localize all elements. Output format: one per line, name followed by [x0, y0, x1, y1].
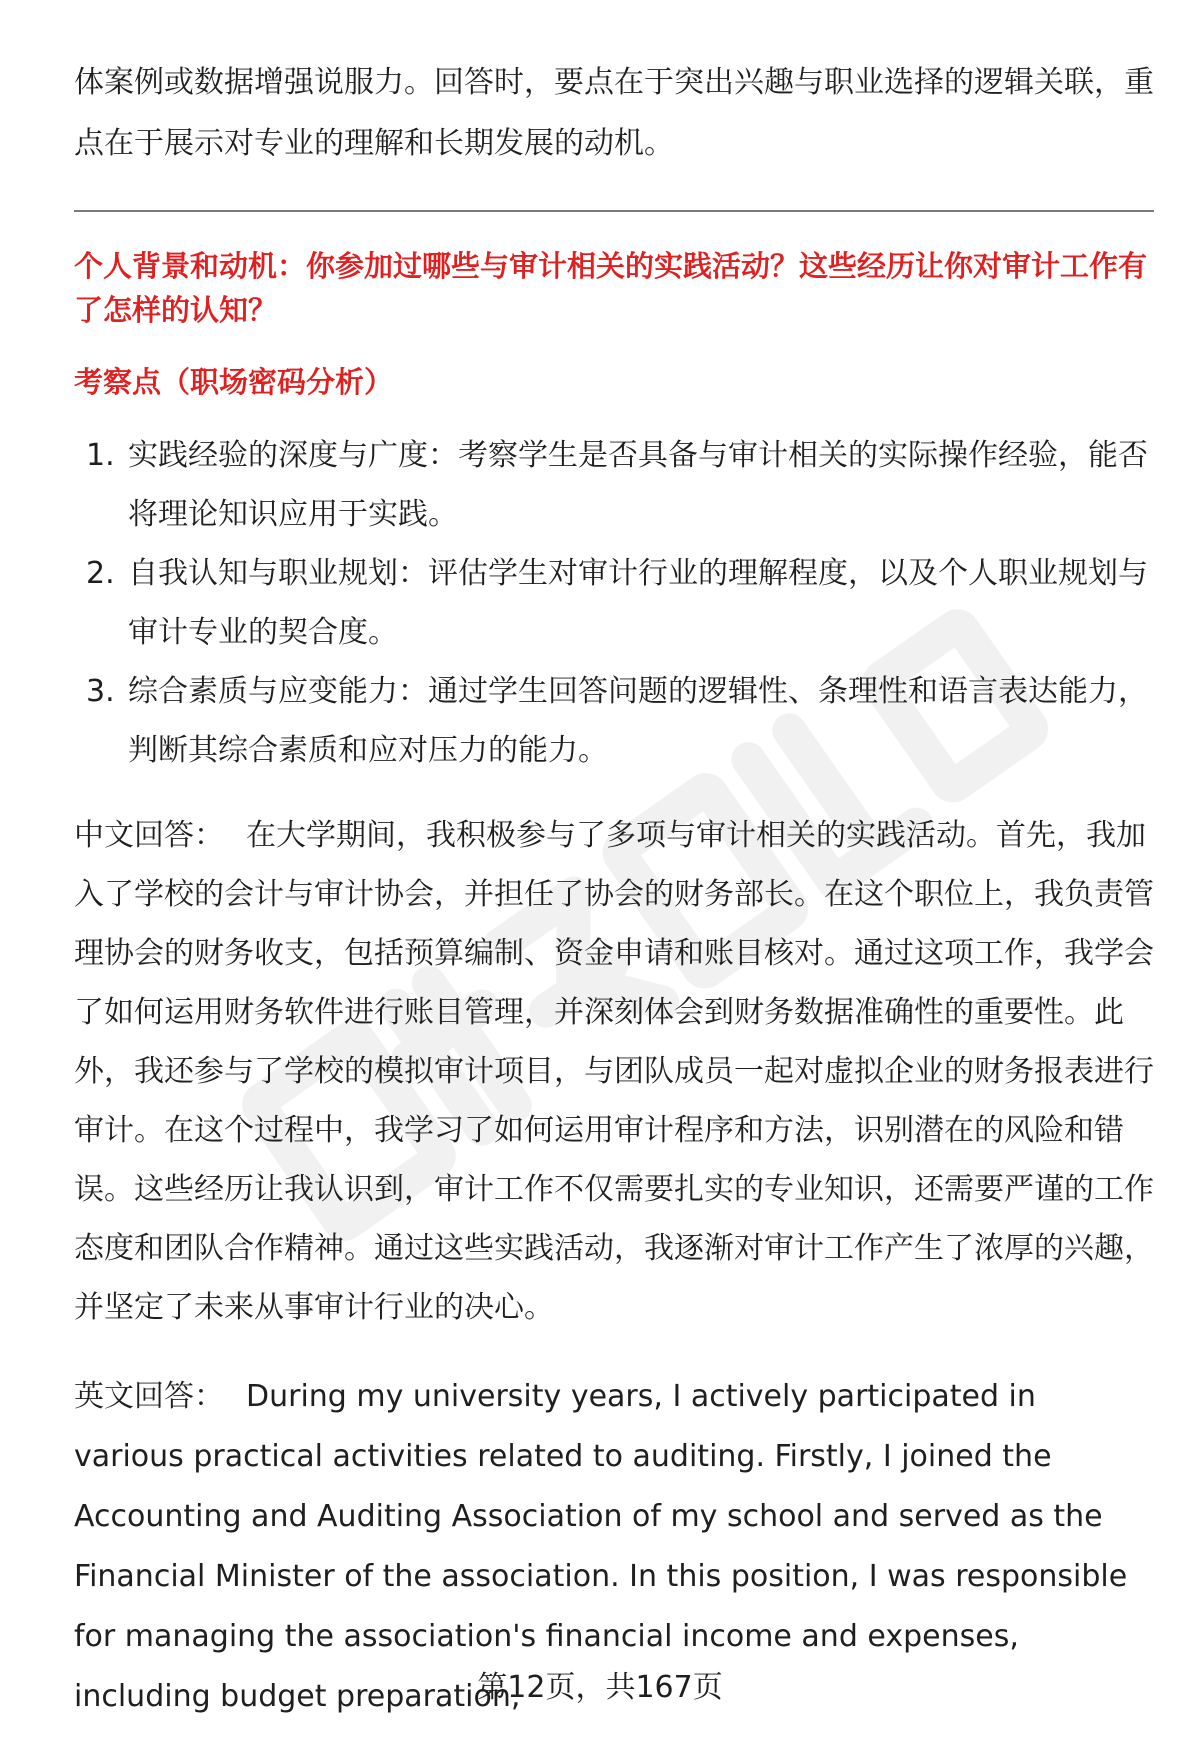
list-item: [74, 544, 1154, 662]
page-footer: 第12页，共167页: [477, 1670, 723, 1705]
focus-points-list: [74, 426, 1154, 780]
focus-heading: 考察点（职场密码分析）: [74, 365, 394, 399]
page-content: [74, 52, 1154, 1727]
chinese-answer-label: 中文回答：: [74, 818, 224, 853]
english-answer-text: During my university years, I actively participated in various practical activities related to auditing. Firstly, I joined the Accounting and Auditing Association of my school and served as the Financial Minister of the association. In this position, I was responsible for managing the association's financial income and expenses, including budget preparation,: [74, 1379, 1128, 1714]
list-item-number: 1.: [86, 438, 115, 473]
list-item-text: 自我认知与职业规划：评估学生对审计行业的理解程度，以及个人职业规划与审计专业的契合度。: [128, 556, 1148, 650]
list-item: [74, 662, 1154, 780]
list-item-number: 2.: [86, 556, 115, 591]
question-heading: 个人背景和动机：你参加过哪些与审计相关的实践活动？这些经历让你对审计工作有了怎样的认知？: [74, 249, 1148, 327]
list-item-text: 综合素质与应变能力：通过学生回答问题的逻辑性、条理性和语言表达能力，判断其综合素质和应对压力的能力。: [128, 674, 1148, 768]
chinese-answer: [74, 806, 1154, 1337]
english-answer-label: 英文回答：: [74, 1379, 224, 1414]
intro-paragraph: 体案例或数据增强说服力。回答时，要点在于突出兴趣与职业选择的逻辑关联，重点在于展示对专业的理解和长期发展的动机。: [74, 65, 1154, 161]
list-item-number: 3.: [86, 674, 115, 709]
section-divider: [74, 210, 1154, 212]
list-item: [74, 426, 1154, 544]
list-item-text: 实践经验的深度与广度：考察学生是否具备与审计相关的实际操作经验，能否将理论知识应用于实践。: [128, 438, 1148, 532]
chinese-answer-text: 在大学期间，我积极参与了多项与审计相关的实践活动。首先，我加入了学校的会计与审计协会，并担任了协会的财务部长。在这个职位上，我负责管理协会的财务收支，包括预算编制、资金申请和账目核对。通过这项工作，我学会了如何运用财务软件进行账目管理，并深刻体会到财务数据准确性的重要性。此外，我还参与了学校的模拟审计项目，与团队成员一起对虚拟企业的财务报表进行审计。在这个过程中，我学习了如何运用审计程序和方法，识别潜在的风险和错误。这些经历让我认识到，审计工作不仅需要扎实的专业知识，还需要严谨的工作态度和团队合作精神。通过这些实践活动，我逐渐对审计工作产生了浓厚的兴趣，并坚定了未来从事审计行业的决心。: [74, 818, 1154, 1325]
